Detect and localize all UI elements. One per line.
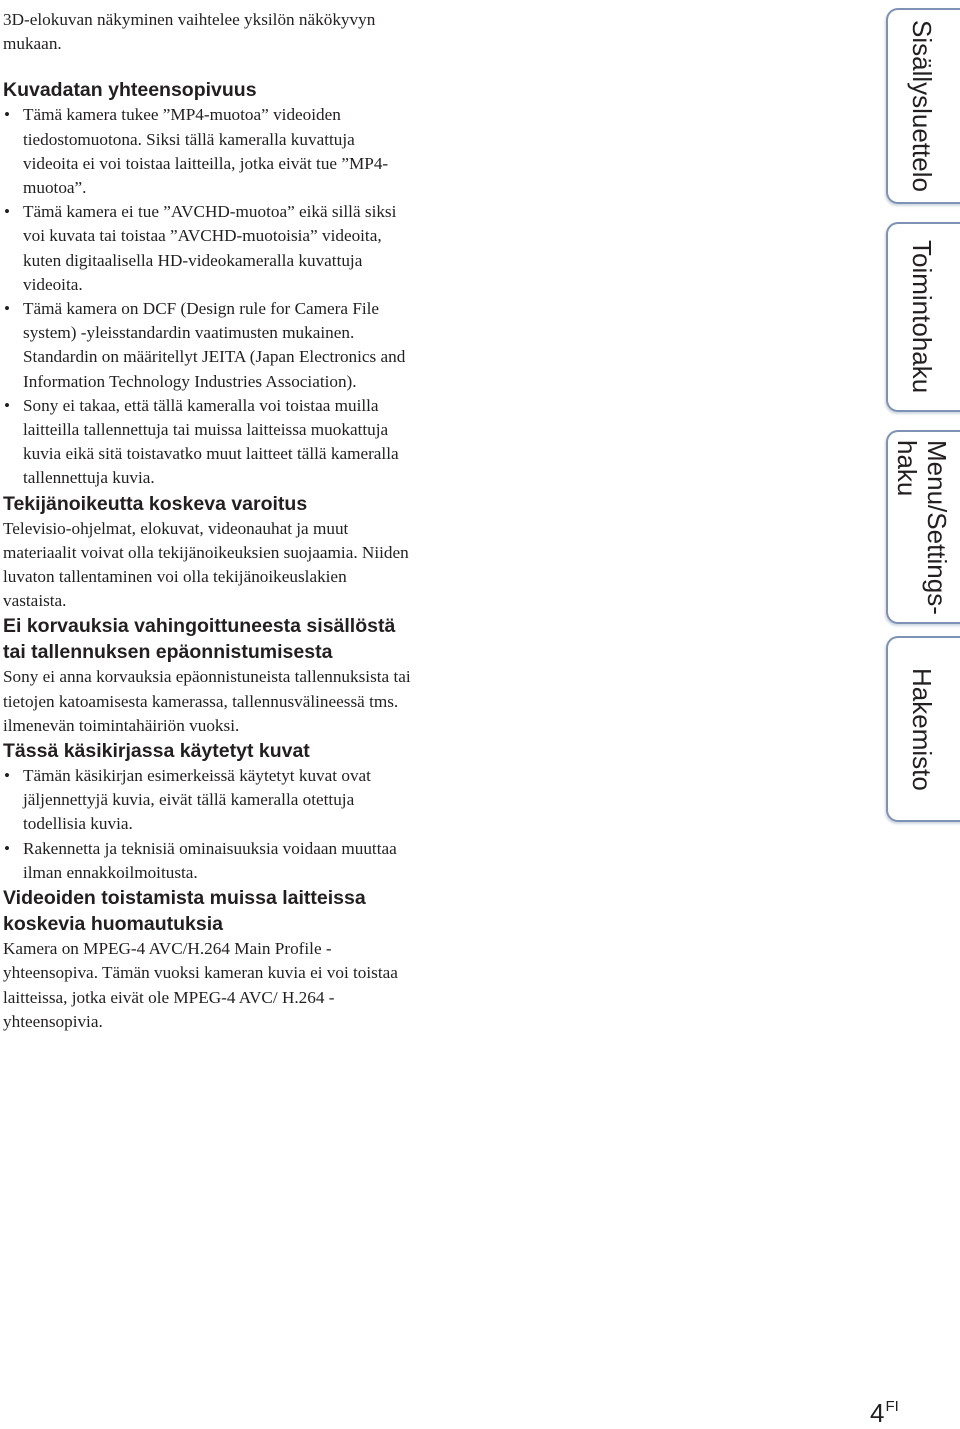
list-item: • Sony ei takaa, että tällä kameralla voi toistaa muilla laitteilla tallennettuja tai muissa laitteissa muokattuja kuvia eikä sitä toistavatko muut laitteet tällä kameralla tallennettuja kuvia.: [3, 394, 413, 491]
tab-label: Hakemisto: [907, 667, 937, 791]
heading-image-data-compatibility: Kuvadatan yhteensopivuus: [3, 79, 257, 102]
tab-label: Menu/Settings- haku: [892, 439, 952, 615]
heading-copyright-warning: Tekijänoikeutta koskeva varoitus: [3, 492, 308, 515]
page-content: [3, 8, 413, 1034]
tab-index[interactable]: [886, 636, 960, 822]
page-language-suffix: FI: [885, 1398, 899, 1415]
playback-paragraph: Kamera on MPEG-4 AVC/H.264 Main Profile -yhteensopiva. Tämän vuoksi kameran kuvia ei voi toistaa laitteissa, jotka eivät ole MPEG-4 AVC/ H.264 -yhteensopivia.: [3, 939, 398, 1031]
list-item: • Rakennetta ja teknisiä ominaisuuksia voidaan muuttaa ilman ennakkoilmoitusta.: [3, 837, 413, 885]
tab-table-of-contents[interactable]: [886, 8, 960, 204]
compensation-paragraph: Sony ei anna korvauksia epäonnistuneista tallennuksista tai tietojen katoamisesta kamerassa, tallennusvälineessä tms. ilmenevän toimintahäiriön vuoksi.: [3, 667, 411, 735]
page-number: [870, 1398, 899, 1429]
list-item: • Tämä kamera on DCF (Design rule for Camera File system) -yleisstandardin vaatimusten mukainen. Standardin on määritellyt JEITA (Japan Electronics and Information Technology Industries Association).: [3, 297, 413, 394]
compatibility-list: [3, 103, 413, 490]
list-item: • Tämä kamera tukee ”MP4-muotoa” videoiden tiedostomuotona. Siksi tällä kameralla kuvattuja videoita ei voi toistaa laitteilla, jotka eivät tue ”MP4-muotoa”.: [3, 103, 413, 200]
heading-manual-images: Tässä käsikirjassa käytetyt kuvat: [3, 740, 310, 763]
list-item: • Tämän käsikirjan esimerkeissä käytetyt kuvat ovat jäljennettyjä kuvia, eivät tällä kameralla otettuja todellisia kuvia.: [3, 764, 413, 837]
list-item: • Tämä kamera ei tue ”AVCHD-muotoa” eikä sillä siksi voi kuvata tai toistaa ”AVCHD-muotoisia” videoita, kuten digitaalisella HD-videokameralla kuvattuja videoita.: [3, 200, 413, 297]
intro-paragraph: 3D-elokuvan näkyminen vaihtelee yksilön näkökyvyn mukaan.: [3, 10, 376, 54]
tab-operation-search[interactable]: [886, 222, 960, 412]
tab-label: Sisällysluettelo: [907, 20, 937, 192]
tab-label: Toimintohaku: [907, 240, 937, 394]
page-number-value: 4: [870, 1398, 885, 1428]
heading-no-compensation: Ei korvauksia vahingoittuneesta sisällöstä tai tallennuksen epäonnistumisesta: [3, 615, 396, 664]
tab-menu-settings-search[interactable]: [886, 430, 960, 624]
copyright-paragraph: Televisio-ohjelmat, elokuvat, videonauhat ja muut materiaalit voivat olla tekijänoikeuksien suojaamia. Niiden luvaton tallentaminen voi olla tekijänoikeuslakien vastaista.: [3, 518, 409, 611]
manual-images-list: [3, 764, 413, 885]
heading-playback-notes: Videoiden toistamista muissa laitteissa koskevia huomautuksia: [3, 887, 366, 936]
